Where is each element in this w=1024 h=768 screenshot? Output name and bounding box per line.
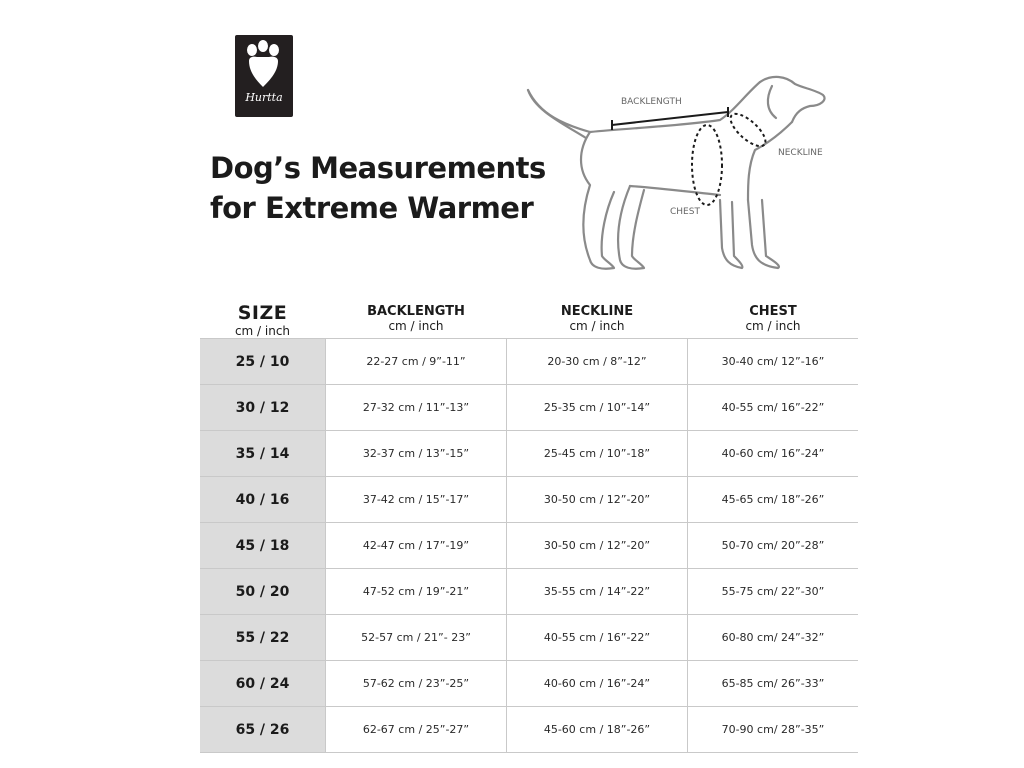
chest-cell: 30-40 cm/ 12”-16”: [721, 355, 825, 368]
table-row: [200, 523, 858, 569]
table-row: [200, 615, 858, 661]
backlength-cell: 32-37 cm / 13”-15”: [326, 431, 507, 476]
chest-cell: 45-65 cm/ 18”-26”: [721, 493, 825, 506]
table-row: [200, 707, 858, 753]
chest-cell: 40-55 cm/ 16”-22”: [721, 401, 825, 414]
chest-cell: 50-70 cm/ 20”-28”: [721, 539, 825, 552]
title-line-1: Dog’s Measurements: [210, 151, 546, 185]
table-row: [200, 339, 858, 385]
backlength-cell: 47-52 cm / 19”-21”: [326, 569, 507, 614]
neckline-cell: 30-50 cm / 12”-20”: [507, 523, 688, 568]
table-row: [200, 431, 858, 477]
neckline-ring: [726, 109, 771, 152]
title-line-2: for Extreme Warmer: [210, 191, 534, 225]
size-cell: 40 / 16: [200, 477, 326, 522]
size-cell: 55 / 22: [200, 615, 326, 660]
header-neckline: NECKLINE cm / inch: [560, 304, 634, 333]
dog-measurement-diagram: [520, 70, 840, 280]
brand-logo: [235, 35, 293, 117]
backlength-line: [612, 112, 728, 125]
table-row: [200, 385, 858, 431]
table-row: [200, 661, 858, 707]
size-cell: 50 / 20: [200, 569, 326, 614]
chest-cell: 65-85 cm/ 26”-33”: [721, 677, 825, 690]
backlength-cell: 62-67 cm / 25”-27”: [326, 707, 507, 752]
neckline-cell: 40-55 cm / 16”-22”: [507, 615, 688, 660]
table-row: [200, 477, 858, 523]
neckline-cell: 45-60 cm / 18”-26”: [507, 707, 688, 752]
header-size: SIZE cm / inch: [234, 302, 291, 338]
size-cell: 45 / 18: [200, 523, 326, 568]
neckline-cell: 30-50 cm / 12”-20”: [507, 477, 688, 522]
size-chart-table: [200, 338, 858, 753]
backlength-cell: 57-62 cm / 23”-25”: [326, 661, 507, 706]
header-chest: CHEST cm / inch: [745, 304, 801, 333]
chest-cell: 60-80 cm/ 24”-32”: [721, 631, 825, 644]
paw-icon: [235, 35, 293, 117]
size-cell: 35 / 14: [200, 431, 326, 476]
backlength-cell: 52-57 cm / 21”- 23”: [326, 615, 507, 660]
size-cell: 65 / 26: [200, 707, 326, 752]
neckline-cell: 25-45 cm / 10”-18”: [507, 431, 688, 476]
measurement-lines: [612, 107, 770, 205]
chest-cell: 70-90 cm/ 28”-35”: [721, 723, 825, 736]
label-neckline: NECKLINE: [778, 148, 823, 158]
neckline-cell: 40-60 cm / 16”-24”: [507, 661, 688, 706]
neckline-cell: 35-55 cm / 14”-22”: [507, 569, 688, 614]
backlength-cell: 37-42 cm / 15”-17”: [326, 477, 507, 522]
logo-wordmark: Hurtta: [245, 91, 283, 104]
header-backlength: BACKLENGTH cm / inch: [367, 304, 465, 333]
label-backlength: BACKLENGTH: [621, 97, 682, 107]
label-chest: CHEST: [670, 207, 700, 217]
size-cell: 30 / 12: [200, 385, 326, 430]
table-row: [200, 569, 858, 615]
size-cell: 25 / 10: [200, 339, 326, 384]
backlength-cell: 42-47 cm / 17”-19”: [326, 523, 507, 568]
neckline-cell: 25-35 cm / 10”-14”: [507, 385, 688, 430]
page-title: [210, 148, 546, 228]
chest-cell: 40-60 cm/ 16”-24”: [721, 447, 825, 460]
size-cell: 60 / 24: [200, 661, 326, 706]
backlength-cell: 27-32 cm / 11”-13”: [326, 385, 507, 430]
backlength-cell: 22-27 cm / 9”-11”: [326, 339, 507, 384]
chest-cell: 55-75 cm/ 22”-30”: [721, 585, 825, 598]
neckline-cell: 20-30 cm / 8”-12”: [507, 339, 688, 384]
